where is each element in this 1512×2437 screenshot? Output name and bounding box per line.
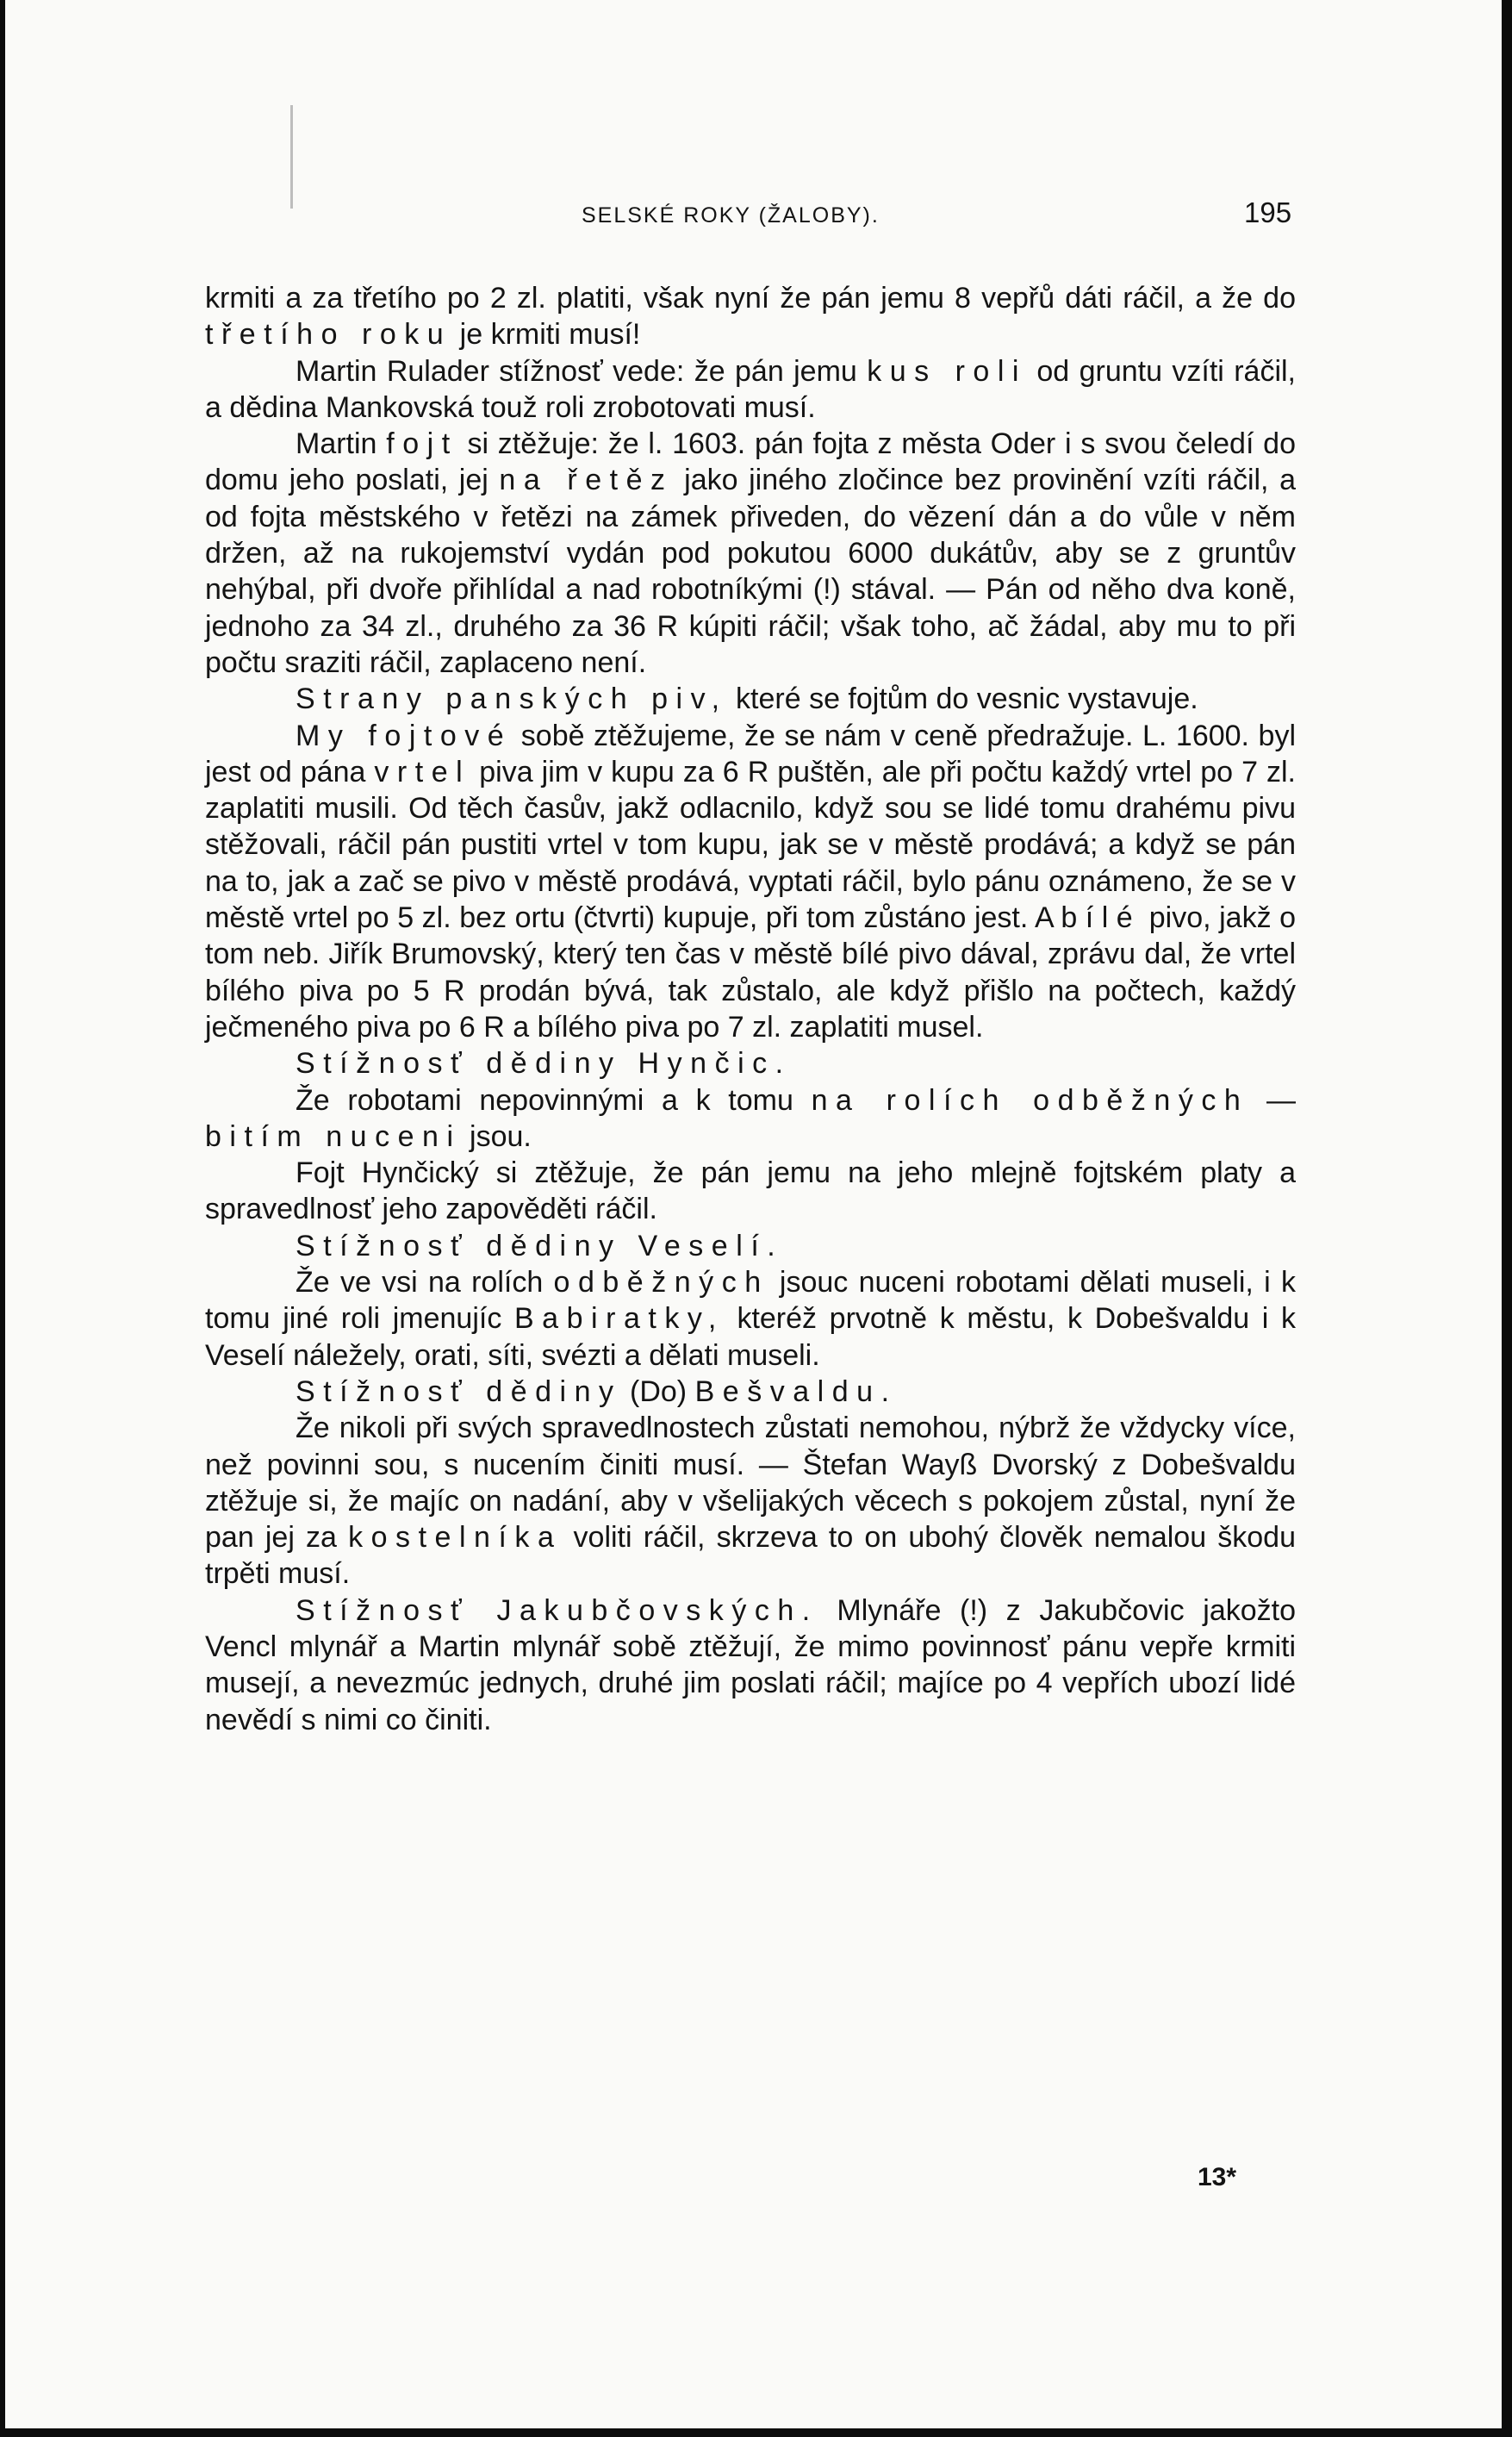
spaced-emphasis: Stížnosť Jakubčovských. xyxy=(296,1593,818,1627)
spaced-emphasis: na rolích odběžných xyxy=(811,1083,1249,1117)
spaced-emphasis: Babiratky, xyxy=(513,1302,725,1336)
spaced-emphasis: Stížnosť dědiny Hynčic. xyxy=(296,1047,792,1081)
section-heading xyxy=(205,1228,1296,1264)
text-run: krmiti a za třetího po 2 zl. platiti, však nyní že pán jemu 8 vepřů dáti ráčil, a že do xyxy=(205,282,1296,315)
paragraph xyxy=(205,718,1296,1046)
running-title: SELSKÉ ROKY (ŽALOBY). xyxy=(582,203,880,227)
section-heading xyxy=(205,1045,1296,1081)
text-run: Martin xyxy=(296,427,387,461)
spaced-emphasis: kus roli xyxy=(867,354,1027,388)
text-run: Že robotami nepovinnými a k tomu xyxy=(296,1083,812,1117)
paragraph xyxy=(205,353,1296,427)
book-page xyxy=(5,0,1502,2428)
paragraph xyxy=(205,280,1296,353)
text-run: kteréž prvotně k městu, k Dobešvaldu i k Veselí náležely, orati, síti, svézti a dělati museli. xyxy=(205,1302,1296,1372)
section-heading xyxy=(205,1374,1296,1410)
spaced-emphasis: odběžných xyxy=(553,1266,769,1300)
text-run: sobě ztěžujeme, že se nám v ceně předražuje. L. 1600. byl jest od pána xyxy=(205,719,1296,788)
spaced-emphasis: na řetěz xyxy=(499,464,674,497)
spaced-emphasis: vrtel xyxy=(374,755,471,788)
paragraph xyxy=(205,1155,1296,1228)
text-run: Fojt Hynčický si ztěžuje, že pán jemu na jeho mlejně fojtském platy a spravedlnosť jeho zapověděti ráčil. xyxy=(205,1156,1296,1226)
spaced-emphasis: My fojtové xyxy=(296,719,513,752)
text-run: jsouc nuceni robotami dělati museli, i k tomu jiné roli jmenujíc xyxy=(205,1266,1296,1336)
spaced-emphasis: bitím nuceni xyxy=(205,1119,462,1153)
margin-rule xyxy=(290,105,293,209)
text-run: Martin Rulader stížnosť vede: že pán jemu xyxy=(296,354,868,388)
spaced-emphasis: kostelníka xyxy=(348,1521,563,1555)
paragraph xyxy=(205,1592,1296,1738)
spaced-emphasis: Bešvaldu. xyxy=(694,1374,898,1408)
spaced-emphasis: Stížnosť dědiny Veselí. xyxy=(296,1229,784,1262)
text-run: — xyxy=(1248,1083,1297,1117)
text-run: si ztěžuje: že l. 1603. pán fojta z města Oder i s svou čeledí do domu jeho poslati, jej xyxy=(205,427,1296,497)
paragraph xyxy=(205,1410,1296,1592)
text-run: od gruntu vzíti ráčil, a dědina Mankovská touž roli zrobotovati musí. xyxy=(205,354,1296,424)
text-run: Mlynáře (!) z Jakubčovic jakožto Vencl mlynář a Martin mlynář sobě ztěžují, že mimo povinnosť pánu vepře krmiti musejí, a nevezmúc jednych, druhé jim poslati ráčil; majíce po 4 vepřích ubozí lidé nevědí s nimi co činiti. xyxy=(205,1593,1296,1736)
paragraph xyxy=(205,681,1296,717)
text-run: Že ve vsi na rolích xyxy=(296,1266,554,1300)
paragraph xyxy=(205,1082,1296,1156)
text-run: piva jim v kupu za 6 R puštěn, ale při počtu každý vrtel po 7 zl. zaplatiti musili. Od těch časův, jakž odlacnilo, když sou se lidé tomu drahému pivu stěžovali, ráčil pán pustiti vrtel v tom kupu, jak se v městě prodává; a když se pán na to, jak a zač se pivo v městě prodává, vyptati ráčil, bylo pánu oznámeno, že se v městě vrtel po 5 zl. bez ortu (čtvrti) kupuje, při tom zůstáno jest. A xyxy=(205,755,1296,935)
paragraph xyxy=(205,426,1296,681)
text-run: (Do) xyxy=(621,1374,695,1408)
spaced-emphasis: bílé xyxy=(1061,901,1142,935)
text-run: jsou. xyxy=(461,1119,532,1153)
text-run: je krmiti musí! xyxy=(451,318,641,352)
text-run: Že nikoli při svých spravedlnostech zůstati nemohou, nýbrž že vždycky více, než povinni sou, s nucením činiti musí. — Štefan Wayß Dvorský z Dobešvaldu ztěžuje si, že majíc on nadání, aby v všelijakých věcech s pokojem zůstal, nyní že pan jej za xyxy=(205,1412,1296,1555)
text-run: jako jiného zločince bez provinění vzíti ráčil, a od fojta městského v řetězi na zámek přiveden, do vězení dán a do vůle v něm držen, až na rukojemství vydán pod pokutou 6000 dukátův, aby se z gruntův nehýbal, při dvoře přihlídal a nad robotníkými (!) stával. — Pán od něho dva koně, jednoho za 34 zl., druhého za 36 R kúpiti ráčil; však toho, ač žádal, aby mu to při počtu sraziti ráčil, zaplaceno není. xyxy=(205,464,1296,679)
text-run: které se fojtům do vesnic vystavuje. xyxy=(727,682,1198,716)
body-text xyxy=(205,280,1296,1738)
spaced-emphasis: Stížnosť dědiny xyxy=(296,1374,622,1408)
text-run: pivo, jakž o tom neb. Jiřík Brumovský, který ten čas v městě bílé pivo dával, zprávu dal, že vrtel bílého piva po 5 R prodán bývá, tak zůstalo, ale když přišlo na počtech, každý ječmeného piva po 6 R a bílého piva po 7 zl. zaplatiti musel. xyxy=(205,901,1297,1044)
spaced-emphasis: fojt xyxy=(386,427,458,461)
spaced-emphasis: Strany panských piv, xyxy=(296,682,728,716)
paragraph xyxy=(205,1264,1296,1374)
page-number: 195 xyxy=(1244,196,1292,228)
signature-mark: 13* xyxy=(1198,2163,1237,2191)
text-run: voliti ráčil, skrzeva to on ubohý člověk nemalou škodu trpěti musí. xyxy=(205,1521,1296,1591)
spaced-emphasis: třetího roku xyxy=(205,318,452,352)
